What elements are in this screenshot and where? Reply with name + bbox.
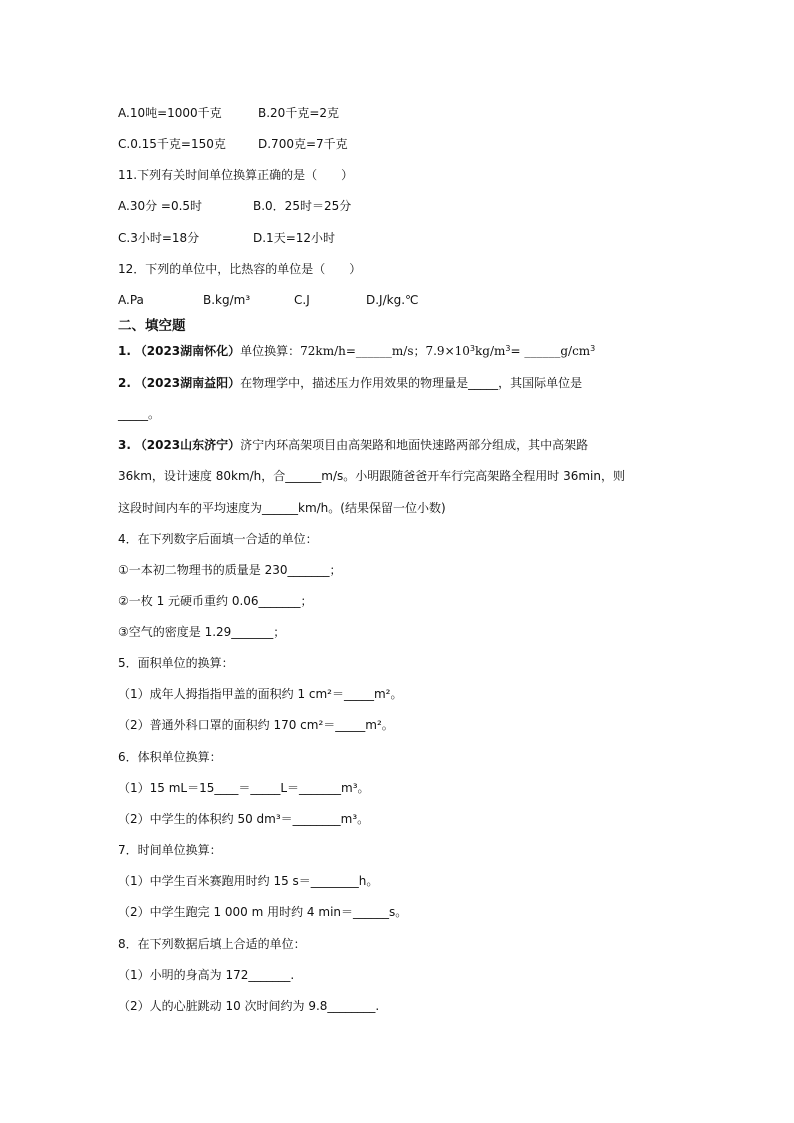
q2-source: （2023湖南益阳） <box>134 376 241 390</box>
q3-number: 3. <box>118 438 131 452</box>
q7-item-1: （1）中学生百米赛跑用时约 15 s＝________h。 <box>118 874 379 888</box>
q1-sup-1: 3 <box>469 344 475 353</box>
q12-option-b: B.kg/m³ <box>203 293 251 307</box>
q11-option-b: B.0．25时＝25分 <box>253 199 352 213</box>
q7-item-2: （2）中学生跑完 1 000 m 用时约 4 min＝______s。 <box>118 905 408 919</box>
q1-source: （2023湖南怀化） <box>134 344 241 358</box>
section-title: 二、填空题 <box>118 318 186 334</box>
q2-text-a: 在物理学中，描述压力作用效果的物理量是_____，其国际单位是 <box>240 376 583 390</box>
q4-item-2: ②一枚 1 元硬币重约 0.06_______； <box>118 594 313 608</box>
q1-sup-2: 3 <box>505 344 511 353</box>
q4-item-3: ③空气的密度是 1.29_______； <box>118 625 286 639</box>
q7-stem: 7．时间单位换算： <box>118 843 222 857</box>
q6-item-1: （1）15 mL＝15____＝_____L＝_______m³。 <box>118 781 370 795</box>
q8-stem: 8．在下列数据后填上合适的单位： <box>118 937 306 951</box>
q8-item-1: （1）小明的身高为 172_______. <box>118 968 295 982</box>
q1-number: 1. <box>118 344 131 358</box>
q12-option-c: C.J <box>294 293 310 307</box>
q12-option-a: A.Pa <box>118 293 144 307</box>
q10-option-b: B.20千克=2克 <box>258 106 340 120</box>
q5-stem: 5．面积单位的换算： <box>118 656 234 670</box>
q5-item-2: （2）普通外科口罩的面积约 170 cm²＝_____m²。 <box>118 718 394 732</box>
fill-q3 <box>118 437 588 453</box>
q10-option-d: D.700克=7千克 <box>258 137 348 151</box>
q1-sup-3: 3 <box>590 344 596 353</box>
q5-item-1: （1）成年人拇指指甲盖的面积约 1 cm²＝_____m²。 <box>118 687 403 701</box>
fill-q2 <box>118 375 582 391</box>
q12-option-d: D.J/kg.℃ <box>366 293 419 307</box>
q1-text-b: kg/m <box>475 344 506 358</box>
q3-text-b: 36km，设计速度 80km/h，合______m/s。小明跟随爸爸开车行完高架路全程用时 36min，则 <box>118 469 625 483</box>
q11-option-a: A.30分 =0.5时 <box>118 199 203 213</box>
q2-text-b: _____。 <box>118 407 161 421</box>
q4-item-1: ①一本初二物理书的质量是 230_______； <box>118 563 342 577</box>
q11-option-d: D.1天=12小时 <box>253 231 336 245</box>
q1-text-a: 单位换算：72km/h=______m/s；7.9×10 <box>240 344 470 358</box>
q3-text-a: 济宁内环高架项目由高架路和地面快速路两部分组成，其中高架路 <box>240 438 589 452</box>
q3-source: （2023山东济宁） <box>134 438 241 452</box>
q11-stem: 11.下列有关时间单位换算正确的是（ ） <box>118 168 354 182</box>
q6-item-2: （2）中学生的体积约 50 dm³＝________m³。 <box>118 812 370 826</box>
q3-text-c: 这段时间内车的平均速度为______km/h。(结果保留一位小数) <box>118 501 446 515</box>
q2-number: 2. <box>118 376 131 390</box>
q12-stem: 12．下列的单位中，比热容的单位是（ ） <box>118 262 362 276</box>
q6-stem: 6．体积单位换算： <box>118 750 222 764</box>
q4-stem: 4．在下列数字后面填一合适的单位： <box>118 532 318 546</box>
fill-q1 <box>118 343 595 359</box>
q11-option-c: C.3小时=18分 <box>118 231 200 245</box>
q10-option-a: A.10吨=1000千克 <box>118 106 222 120</box>
q10-option-c: C.0.15千克=150克 <box>118 137 226 151</box>
q8-item-2: （2）人的心脏跳动 10 次时间约为 9.8________. <box>118 999 380 1013</box>
q1-text-c: = ______g/cm <box>510 344 591 358</box>
